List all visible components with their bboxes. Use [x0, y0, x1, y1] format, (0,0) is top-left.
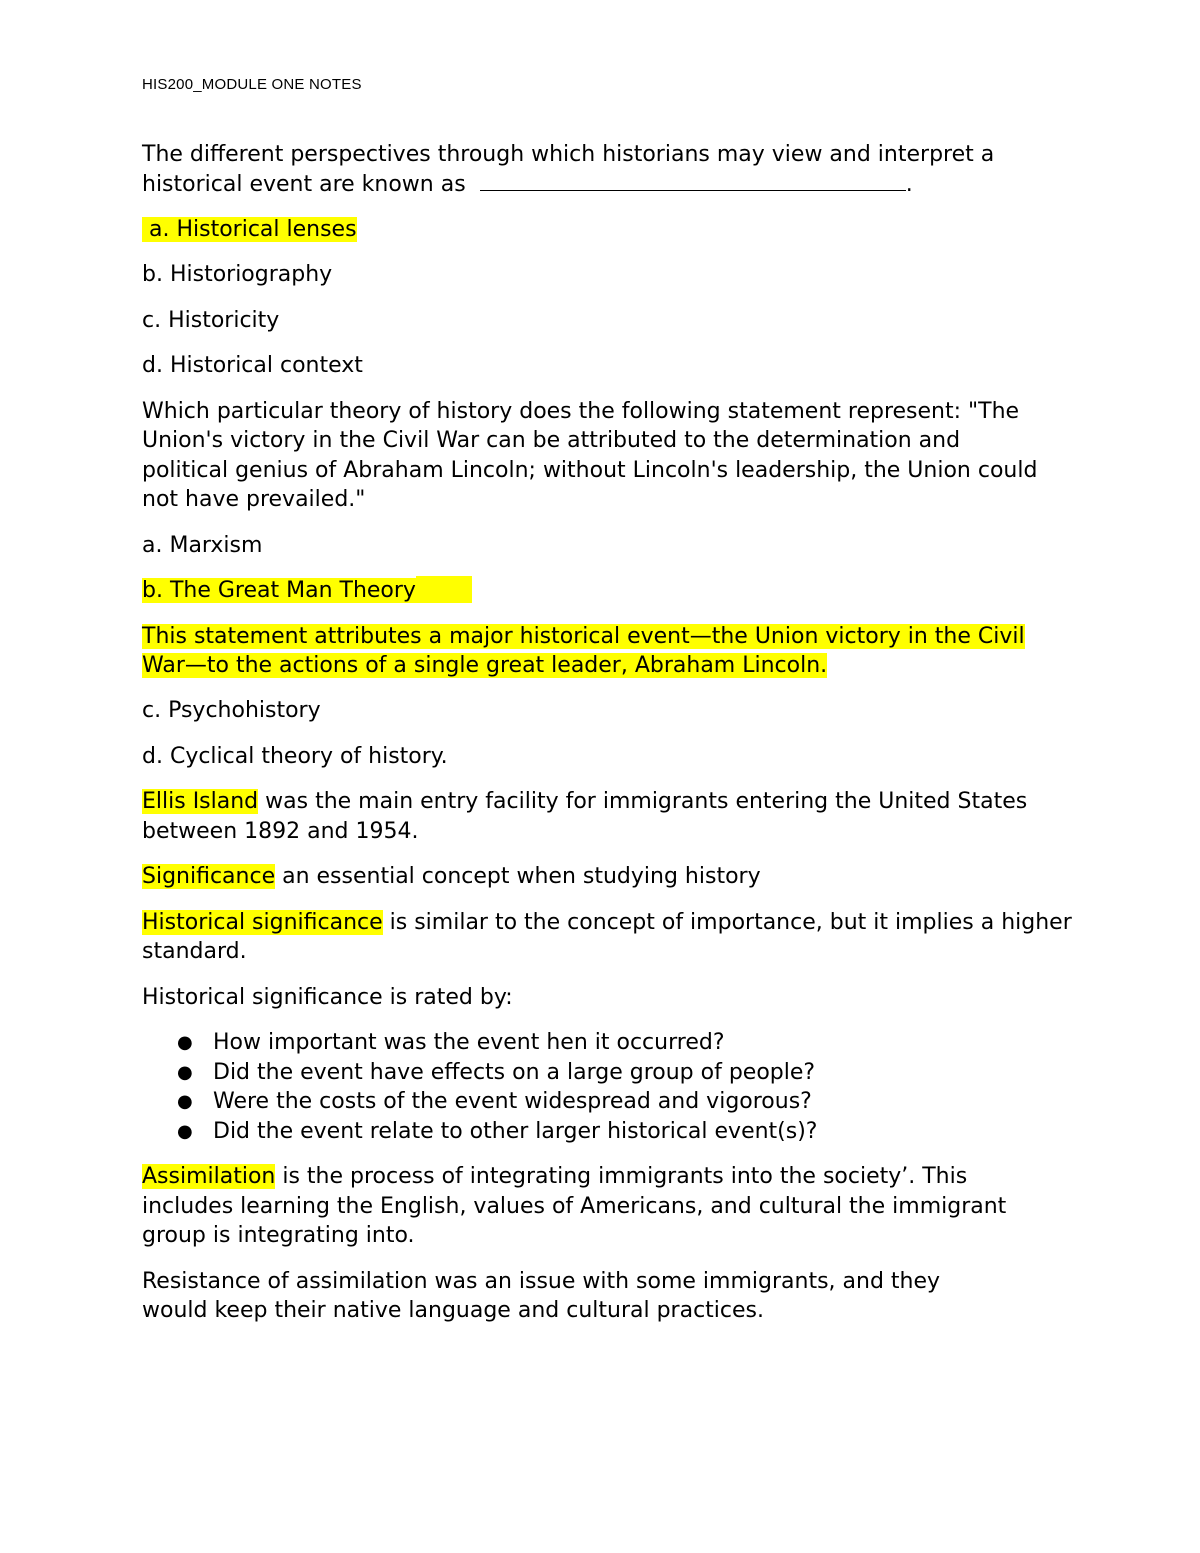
highlighted-term: Historical significance	[142, 909, 383, 935]
note-text: an essential concept when studying history	[275, 864, 761, 890]
bullet-icon: ●	[177, 1061, 193, 1083]
bullet-icon: ●	[177, 1091, 193, 1113]
question-2-option-d: d. Cyclical theory of history.	[142, 743, 448, 769]
note-significance	[142, 862, 1072, 892]
note-assimilation	[142, 1162, 1042, 1251]
document-body	[142, 140, 1072, 1342]
bullet-icon: ●	[177, 1032, 193, 1054]
note-text: was the main entry facility for immigrants entering the United States between 1892 and 1954.	[142, 789, 1028, 844]
list-item: ● Were the costs of the event widespread and vigorous?	[142, 1087, 1072, 1117]
fill-in-blank	[480, 172, 906, 191]
highlighted-term: Assimilation	[142, 1164, 276, 1190]
highlight-padding	[416, 576, 472, 603]
note-historical-significance	[142, 908, 1072, 967]
question-1-option-d: d. Historical context	[142, 353, 363, 379]
bullet-icon: ●	[177, 1120, 193, 1142]
question-2-option-c: c. Psychohistory	[142, 698, 321, 724]
list-item: ● Did the event relate to other larger historical event(s)?	[142, 1117, 1072, 1147]
note-text: is the process of integrating immigrants into the society’. This includes learning the English, values of Americans, and cultural the immigrant group is integrating into.	[142, 1164, 1007, 1249]
question-2-option-b	[142, 576, 1072, 606]
list-item: ● How important was the event hen it occurred?	[142, 1028, 1072, 1058]
list-item: ● Did the event have effects on a large group of people?	[142, 1058, 1072, 1088]
note-ellis-island	[142, 787, 1072, 846]
note-resistance: Resistance of assimilation was an issue with some immigrants, and they would keep their native language and cultural practices.	[142, 1268, 941, 1324]
question-1-line-1: The different perspectives through which historians may view and interpret a	[142, 142, 995, 167]
highlighted-answer: b. The Great Man Theory	[142, 578, 416, 604]
highlighted-answer: a. Historical lenses	[142, 216, 357, 242]
blank-period: .	[905, 171, 913, 197]
page-header: HIS200_MODULE ONE NOTES	[142, 76, 362, 93]
question-1-option-b: b. Historiography	[142, 262, 333, 288]
highlighted-term: Ellis Island	[142, 789, 259, 815]
highlighted-term: Significance	[142, 864, 276, 890]
note-rated-by: Historical significance is rated by:	[142, 984, 513, 1010]
question-2-explanation	[142, 622, 1042, 681]
note-text: is similar to the concept of importance, but it implies a higher standard.	[142, 909, 1072, 965]
question-1-option-c: c. Historicity	[142, 307, 280, 333]
question-1-option-a	[142, 215, 1072, 245]
question-1-prompt	[142, 140, 1072, 199]
question-2-prompt: Which particular theory of history does the following statement represent: "The Union's victory in the Civil War can be attributed to the determination and political genius of Abraham Lincoln; without Lincoln's leadership, the Union could not have prevailed."	[142, 398, 1038, 513]
question-1-line-2: historical event are known as	[142, 171, 466, 197]
significance-criteria-list	[142, 1028, 1072, 1146]
highlighted-explanation: This statement attributes a major historical event—the Union victory in the Civil War—to the actions of a single great leader, Abraham Lincoln.	[142, 623, 1025, 679]
question-2-option-a: a. Marxism	[142, 532, 263, 558]
